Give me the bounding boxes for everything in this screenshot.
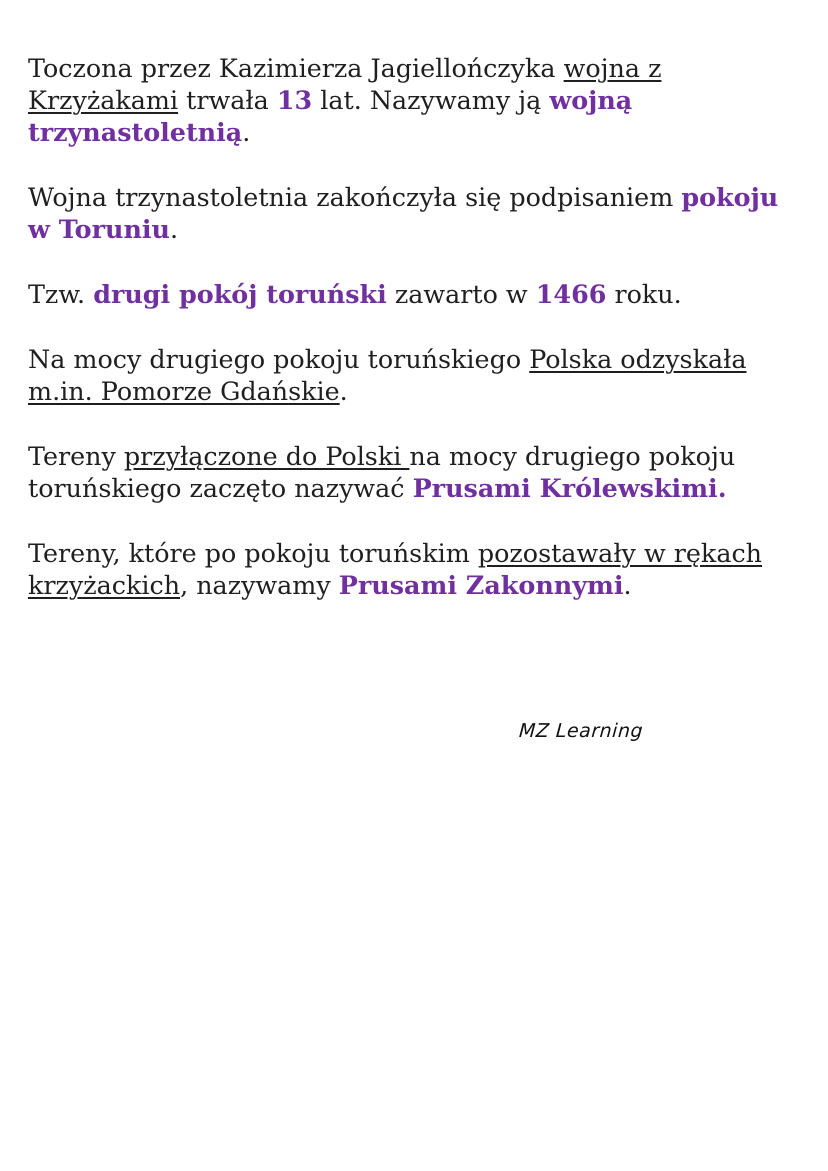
highlighted-term: Prusami Królewskimi. [412, 473, 727, 503]
text-segment: Tereny [28, 441, 124, 471]
text-segment: Wojna trzynastoletnia zakończyła się podpisaniem [28, 182, 682, 212]
text-segment: Na mocy drugiego pokoju toruńskiego [28, 344, 530, 374]
paragraph-pomerania [28, 343, 800, 407]
underlined-phrase: Polska odzyskała m.in. Pomorze Gdańskie [28, 344, 747, 406]
text-segment: Tereny, które po pokoju toruńskim [28, 538, 478, 568]
author-signature: MZ Learning [518, 720, 644, 742]
text-segment: Tzw. [28, 279, 94, 309]
text-segment: zawarto w [386, 279, 536, 309]
text-segment: . [170, 214, 179, 244]
text-segment: . [623, 570, 632, 600]
text-segment: trwała [178, 85, 277, 115]
paragraph-war-duration [28, 52, 800, 148]
highlighted-term: 13 [276, 85, 313, 115]
text-segment: . [242, 117, 251, 147]
text-segment: , nazywamy [180, 570, 339, 600]
text-segment: lat. Nazywamy ją [312, 85, 550, 115]
underlined-phrase: pozostawały w rękach krzyżackich [28, 538, 763, 600]
underlined-phrase: wojna z Krzyżakami [28, 53, 662, 115]
text-segment: . [339, 376, 348, 406]
text-segment: roku. [606, 279, 682, 309]
highlighted-term: wojną trzynastoletnią [28, 85, 633, 147]
text-segment: Toczona przez Kazimierza Jagiellończyka [28, 53, 564, 83]
paragraph-monastic-prussia [28, 537, 800, 601]
paragraph-royal-prussia [28, 440, 800, 504]
highlighted-term: Prusami Zakonnymi [338, 570, 624, 600]
highlighted-term: 1466 [535, 279, 607, 309]
highlighted-term: drugi pokój toruński [93, 279, 387, 309]
paragraph-war-ending [28, 181, 800, 245]
paragraph-peace-date [28, 278, 800, 310]
document-body [28, 52, 800, 634]
highlighted-term: pokoju w Toruniu [28, 182, 779, 244]
underlined-phrase: przyłączone do Polski [123, 441, 410, 471]
text-segment: na mocy drugiego pokoju toruńskiego zaczęto nazywać [28, 441, 736, 503]
